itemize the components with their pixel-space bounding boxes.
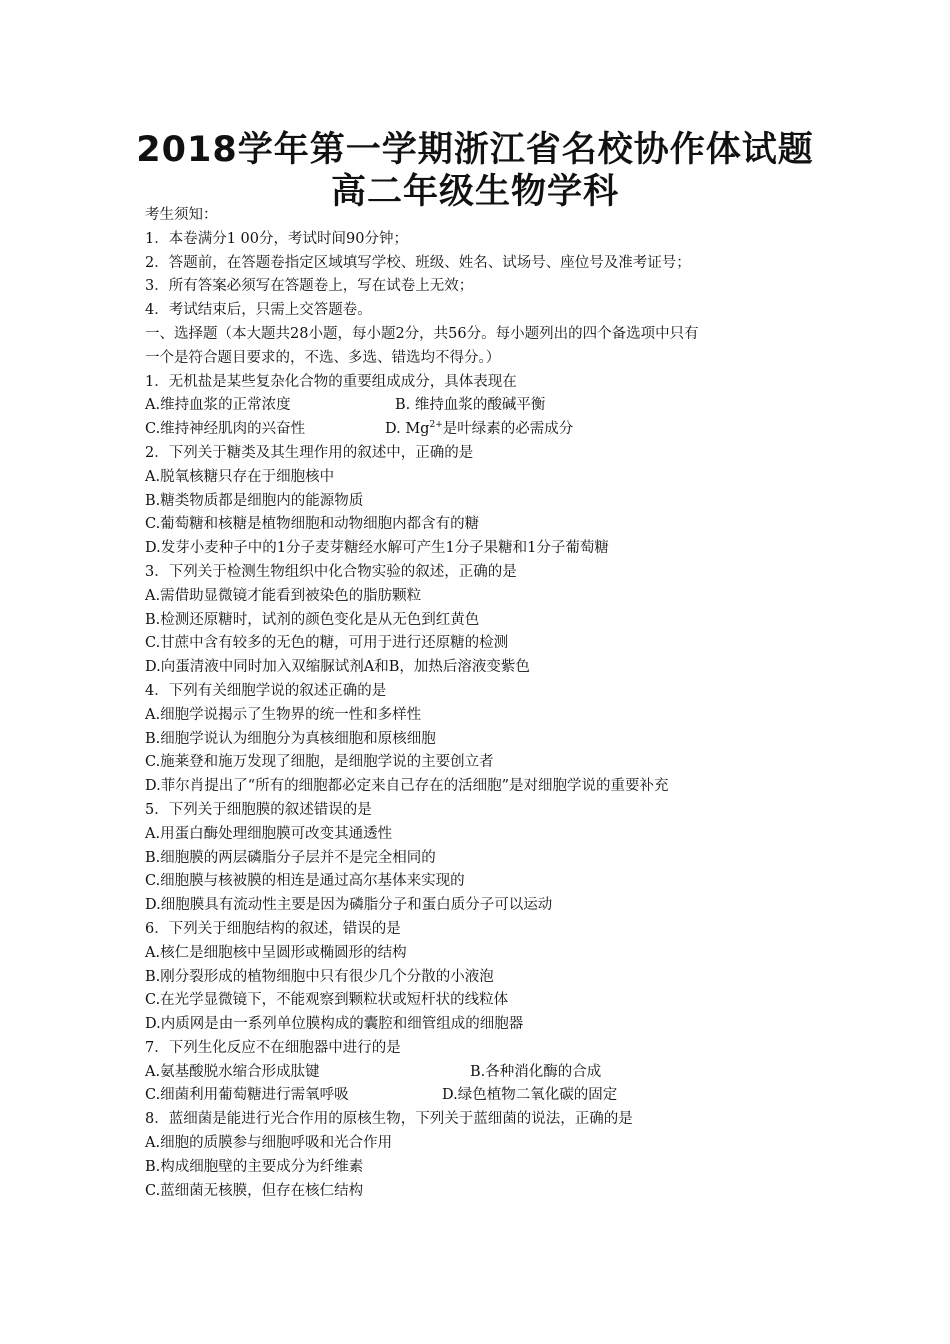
question-stem: 5．下列关于细胞膜的叙述错误的是 <box>145 801 372 818</box>
option-d: D.细胞膜具有流动性主要是因为磷脂分子和蛋白质分子可以运动 <box>145 897 553 914</box>
question-5 <box>145 799 825 918</box>
notice-item: 4．考试结束后，只需上交答题卷。 <box>145 302 372 319</box>
question-2 <box>145 442 825 561</box>
question-6 <box>145 918 825 1037</box>
question-8 <box>145 1108 825 1203</box>
option-c: C.施莱登和施万发现了细胞，是细胞学说的主要创立者 <box>145 754 494 771</box>
option-row <box>145 418 825 442</box>
question-3 <box>145 561 825 680</box>
option-a: A.细胞学说揭示了生物界的统一性和多样性 <box>145 706 422 723</box>
option-b: B. 维持血浆的酸碱平衡 <box>395 397 546 414</box>
option-d-prefix: D. Mg <box>385 421 430 438</box>
option-d: D.绿色植物二氧化碳的固定 <box>442 1087 618 1104</box>
question-stem: 3．下列关于检测生物组织中化合物实验的叙述，正确的是 <box>145 563 517 580</box>
option-c: C.细菌利用葡萄糖进行需氧呼吸 <box>145 1087 349 1104</box>
option-b: B.构成细胞壁的主要成分为纤维素 <box>145 1158 364 1175</box>
option-d <box>385 418 573 442</box>
option-b: B.细胞学说认为细胞分为真核细胞和原核细胞 <box>145 730 436 747</box>
notice-item: 1．本卷满分1 00分，考试时间90分钟； <box>145 230 408 247</box>
notice-heading: 考生须知： <box>145 207 218 223</box>
option-d: D.菲尔肖提出了“所有的细胞都必定来自己存在的活细胞”是对细胞学说的重要补充 <box>145 778 669 795</box>
question-7 <box>145 1037 825 1108</box>
option-a: A.氨基酸脱水缩合形成肽键 <box>145 1063 320 1080</box>
option-d: D.向蛋清液中同时加入双缩脲试剂A和B，加热后溶液变紫色 <box>145 659 530 676</box>
question-stem: 4．下列有关细胞学说的叙述正确的是 <box>145 682 387 699</box>
option-c: C.蓝细菌无核膜，但存在核仁结构 <box>145 1182 364 1199</box>
option-row <box>145 1084 825 1108</box>
notice-item: 2．答题前，在答题卷指定区域填写学校、班级、姓名、试场号、座位号及准考证号； <box>145 254 691 271</box>
question-1 <box>145 371 825 442</box>
option-c: C.维持神经肌肉的兴奋性 <box>145 421 306 438</box>
question-stem: 2．下列关于糖类及其生理作用的叙述中，正确的是 <box>145 444 474 461</box>
option-a: A.脱氧核糖只存在于细胞核中 <box>145 468 335 485</box>
question-stem: 8．蓝细菌是能进行光合作用的原核生物，下列关于蓝细菌的说法，正确的是 <box>145 1111 633 1128</box>
question-stem: 7．下列生化反应不在细胞器中进行的是 <box>145 1039 401 1056</box>
option-c: C.细胞膜与核被膜的相连是通过高尔基体来实现的 <box>145 873 465 890</box>
option-b: B.细胞膜的两层磷脂分子层并不是完全相同的 <box>145 849 436 866</box>
option-row <box>145 1061 825 1085</box>
option-d-superscript: 2+ <box>429 420 443 431</box>
section-heading <box>145 323 825 371</box>
option-c: C.葡萄糖和核糖是植物细胞和动物细胞内都含有的糖 <box>145 516 480 533</box>
question-stem: 6．下列关于细胞结构的叙述，错误的是 <box>145 920 401 937</box>
option-d: D.发芽小麦种子中的1分子麦芽糖经水解可产生1分子果糖和1分子葡萄糖 <box>145 540 609 557</box>
option-a: A.维持血浆的正常浓度 <box>145 397 291 414</box>
option-a: A.核仁是细胞核中呈圆形或椭圆形的结构 <box>145 944 407 961</box>
option-c: C.甘蔗中含有较多的无色的糖，可用于进行还原糖的检测 <box>145 635 509 652</box>
notice-item: 3．所有答案必须写在答题卷上，写在试卷上无效； <box>145 278 474 295</box>
notice-block <box>145 204 825 323</box>
option-b: B.各种消化酶的合成 <box>470 1063 602 1080</box>
option-a: A.需借助显微镜才能看到被染色的脂肪颗粒 <box>145 587 422 604</box>
exam-subtitle: 高二年级生物学科 <box>330 172 619 212</box>
question-4 <box>145 680 825 799</box>
option-b: B.检测还原糖时，试剂的颜色变化是从无色到红黄色 <box>145 611 480 628</box>
section-heading-line: 一个是符合题目要求的，不选、多选、错选均不得分。） <box>145 349 501 366</box>
option-c: C.在光学显微镜下，不能观察到颗粒状或短杆状的线粒体 <box>145 992 509 1009</box>
question-stem: 1．无机盐是某些复杂化合物的重要组成成分，具体表现在 <box>145 373 517 390</box>
option-b: B.糖类物质都是细胞内的能源物质 <box>145 492 364 509</box>
option-a: A.用蛋白酶处理细胞膜可改变其通透性 <box>145 825 393 842</box>
option-b: B.刚分裂形成的植物细胞中只有很少几个分散的小液泡 <box>145 968 494 985</box>
option-d-suffix: 是叶绿素的必需成分 <box>442 421 574 438</box>
option-a: A.细胞的质膜参与细胞呼吸和光合作用 <box>145 1135 393 1152</box>
section-heading-line: 一、选择题（本大题共28小题，每小题2分，共56分。每小题列出的四个备选项中只有 <box>145 325 699 342</box>
option-d: D.内质网是由一系列单位膜构成的囊腔和细管组成的细胞器 <box>145 1016 524 1033</box>
option-row <box>145 394 825 418</box>
exam-body <box>145 204 825 1203</box>
exam-title: 2018学年第一学期浙江省名校协作体试题 <box>136 130 814 170</box>
